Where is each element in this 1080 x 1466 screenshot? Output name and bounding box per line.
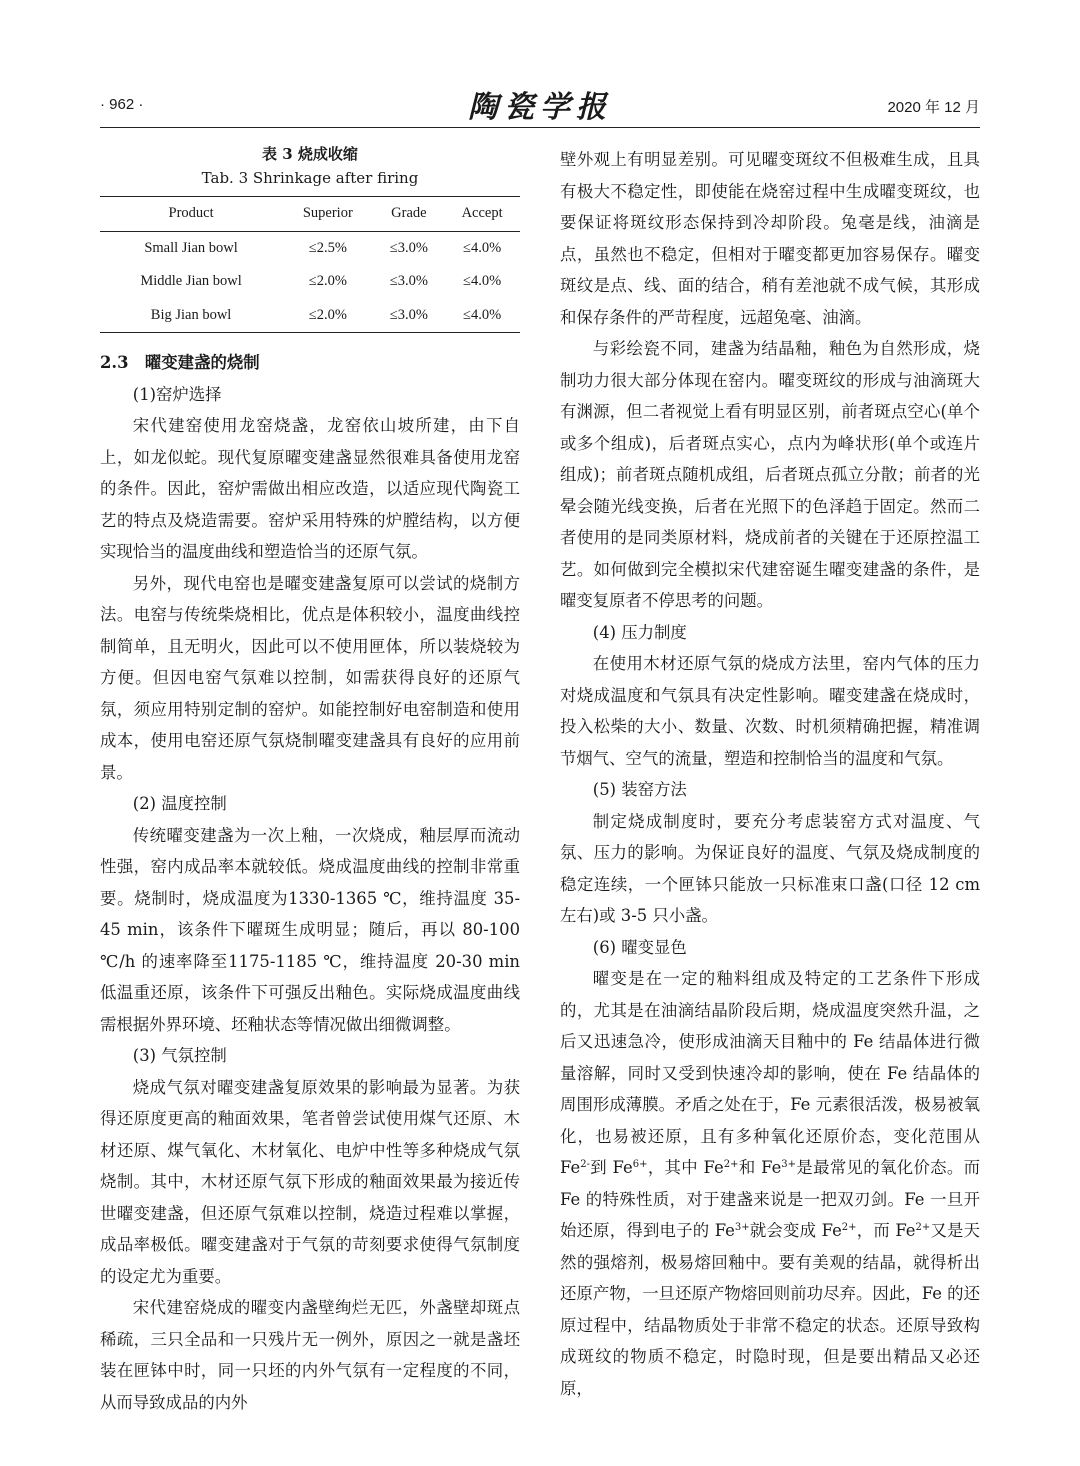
paragraph: 制定烧成制度时，要充分考虑装窑方式对温度、气氛、压力的影响。为保证良好的温度、气氛及烧成制度的稳定连续，一个匣钵只能放一只标准束口盏(口径 12 cm 左右)或 3-5 只小盏。 [560, 811, 980, 925]
text-run: 到 Fe [589, 1158, 633, 1177]
col-header: Superior [302, 205, 353, 221]
paragraph: 在使用木材还原气氛的烧成方法里，窑内气体的压力对烧成温度和气氛具有决定性影响。曜变建盏在烧成时，投入松柴的大小、数量、次数、时机须精确把握，精准调节烟气、空气的流量，塑造和控制恰当的温度和气氛。 [560, 654, 980, 768]
table-row [100, 299, 520, 333]
superscript: 2+ [723, 1159, 739, 1170]
table-caption-en: Tab. 3 Shrinkage after firing [201, 169, 419, 187]
text-run: 和 Fe [738, 1158, 782, 1177]
paragraph: 宋代建窑烧成的曜变内盏壁绚烂无匹，外盏壁却斑点稀疏，三只全品和一只残片无一例外，原因之一就是盏坯装在匣钵中时，同一只坯的内外气氛有一定程度的不同，从而导致成品的内外 [100, 1298, 520, 1412]
table-cell: ≤4.0% [463, 273, 502, 289]
table-cell: ≤2.5% [308, 239, 347, 256]
superscript: 3+ [781, 1159, 797, 1170]
subheading-kiln: (1)窑炉选择 [132, 384, 222, 404]
table-row [100, 265, 520, 299]
superscript: 2- [580, 1159, 590, 1170]
subheading-loading: (5) 装窑方法 [592, 780, 687, 799]
subheading-atmosphere: (3) 气氛控制 [132, 1046, 227, 1065]
subheading-pressure: (4) 压力制度 [592, 622, 687, 642]
paragraph: 与彩绘瓷不同，建盏为结晶釉，釉色为自然形成，烧制功力很大部分体现在窑内。曜变斑纹的形成与油滴斑大有渊源，但二者视觉上看有明显区别，前者斑点空心(单个或多个组成)，后者斑点实心，点内为峰状形(单个或连片组成)；前者斑点随机成组，后者斑点孤立分散；前者的光晕会随光线变换，后者在光照下的色泽趋于固定。然而二者使用的是同类原材料，烧成前者的关键在于还原控温工艺。如何做到完全模拟宋代建窑诞生曜变建盏的条件，是曜变复原者不停思考的问题。 [560, 339, 980, 610]
section-heading: 2.3 曜变建盏的烧制 [100, 353, 260, 372]
col-header: Accept [461, 205, 503, 221]
paragraph: 宋代建窑使用龙窑烧盏，龙窑依山坡所建，由下自上，如龙似蛇。现代复原曜变建盏显然很难具备使用龙窑的条件。因此，窑炉需做出相应改造，以适应现代陶瓷工艺的特点及烧造需要。窑炉采用特殊的炉膛结构，以方便实现恰当的温度曲线和塑造恰当的还原气氛。 [100, 416, 520, 561]
text-run: 又是天然的强熔剂，极易熔回釉中。要有美观的结晶，就得析出还原产物，一旦还原产物熔回则前功尽弃。因此，Fe 的还原过程中，结晶物质处于非常不稳定的状态。还原导致构成斑纹的物质不稳定，时隐时现，但是要出精品又必还原， [560, 1221, 981, 1398]
col-header: Product [168, 205, 214, 221]
superscript: 3+ [734, 1222, 750, 1233]
table-cell: ≤3.0% [389, 239, 428, 256]
superscript: 6+ [632, 1159, 648, 1170]
superscript: 2+ [841, 1222, 857, 1233]
text-run: ，而 Fe [856, 1221, 916, 1240]
table-cell: Big Jian bowl [150, 306, 232, 323]
subheading-color: (6) 曜变显色 [592, 937, 687, 957]
page-header [100, 88, 980, 132]
paragraph: 另外，现代电窑也是曜变建盏复原可以尝试的烧制方法。电窑与传统柴烧相比，优点是体积较小，温度曲线控制简单，且无明火，因此可以不使用匣体，所以装烧较为方便。但因电窑气氛难以控制，如需获得良好的还原气氛，须应用特别定制的窑炉。如能控制好电窑制造和使用成本，使用电窑还原气氛烧制曜变建盏具有良好的应用前景。 [100, 573, 520, 782]
shrinkage-table [100, 196, 520, 333]
issue-date: 2020 年 12 月 [887, 99, 980, 116]
table-cell: ≤4.0% [463, 239, 502, 256]
paragraph-fe [560, 963, 980, 1404]
page-number: · 962 · [100, 96, 144, 113]
text-run: 就会变成 Fe [749, 1221, 842, 1240]
text-run: 是最常见的氧化价态。而 Fe 的特殊性质，对于建盏来说是一把双刃剑。Fe 一旦开始还原，得到电子的 Fe [560, 1158, 981, 1240]
superscript: 2+ [915, 1222, 931, 1233]
col-header: Grade [391, 205, 427, 221]
subheading-temperature: (2) 温度控制 [132, 794, 227, 813]
table-cell: ≤4.0% [463, 306, 502, 323]
table-cell: ≤2.0% [308, 306, 347, 323]
paragraph: 传统曜变建盏为一次上釉，一次烧成，釉层厚而流动性强，窑内成品率本就较低。烧成温度曲线的控制非常重要。烧制时，烧成温度为1330-1365 ℃，维持温度 35-45 min，该条件下曜斑生成明显；随后，再以 80-100 ℃/h 的速率降至1175-1185 ℃，维持温度 20-30 min 低温重还原，该条件下可强反出釉色。实际烧成温度曲线需根据外界环境、坯釉状态等情况做出细微调整。 [100, 825, 520, 1034]
paragraph: 壁外观上有明显差别。可见曜变斑纹不但极难生成，且具有极大不稳定性，即使能在烧窑过程中生成曜变斑纹，也要保证将斑纹形态保持到冷却阶段。兔毫是线，油滴是点，虽然也不稳定，但相对于曜变都更加容易保存。曜变斑纹是点、线、面的结合，稍有差池就不成气候，其形成和保存条件的严苛程度，远超兔毫、油滴。 [560, 150, 980, 327]
table-cell: ≤2.0% [308, 273, 347, 289]
table-cell: Middle Jian bowl [140, 273, 242, 289]
text-run: 曜变是在一定的釉料组成及特定的工艺条件下形成的，尤其是在油滴结晶阶段后期，烧成温度突然升温，之后又迅速急冷，使形成油滴天目釉中的 Fe 结晶体进行微量溶解，同时又受到快速冷却的影响，使在 Fe 结晶体的周围形成薄膜。矛盾之处在于，Fe 元素很活泼，极易被氧化，也易被还原，且有多种氧化还原价态，变化范围从 Fe [560, 969, 980, 1177]
left-column [100, 140, 520, 1418]
right-column [560, 144, 980, 1404]
paragraph: 烧成气氛对曜变建盏复原效果的影响最为显著。为获得还原度更高的釉面效果，笔者曾尝试使用煤气还原、木材还原、煤气氧化、木材氧化、电炉中性等多种烧成气氛烧制。其中，木材还原气氛下形成的釉面效果最为接近传世曜变建盏，但还原气氛难以控制，烧造过程难以掌握，成品率极低。曜变建盏对于气氛的苛刻要求使得气氛制度的设定尤为重要。 [100, 1077, 520, 1286]
table-caption-cn: 表 3 烧成收缩 [262, 145, 358, 163]
table-cell: ≤3.0% [389, 273, 428, 289]
table-row [100, 231, 520, 265]
text-run: ，其中 Fe [647, 1158, 724, 1177]
table-cell: Small Jian bowl [144, 239, 238, 256]
journal-name: 陶瓷学报 [468, 90, 612, 125]
header-rule [100, 127, 980, 128]
table-header-row [100, 197, 520, 232]
table-cell: ≤3.0% [389, 306, 428, 323]
